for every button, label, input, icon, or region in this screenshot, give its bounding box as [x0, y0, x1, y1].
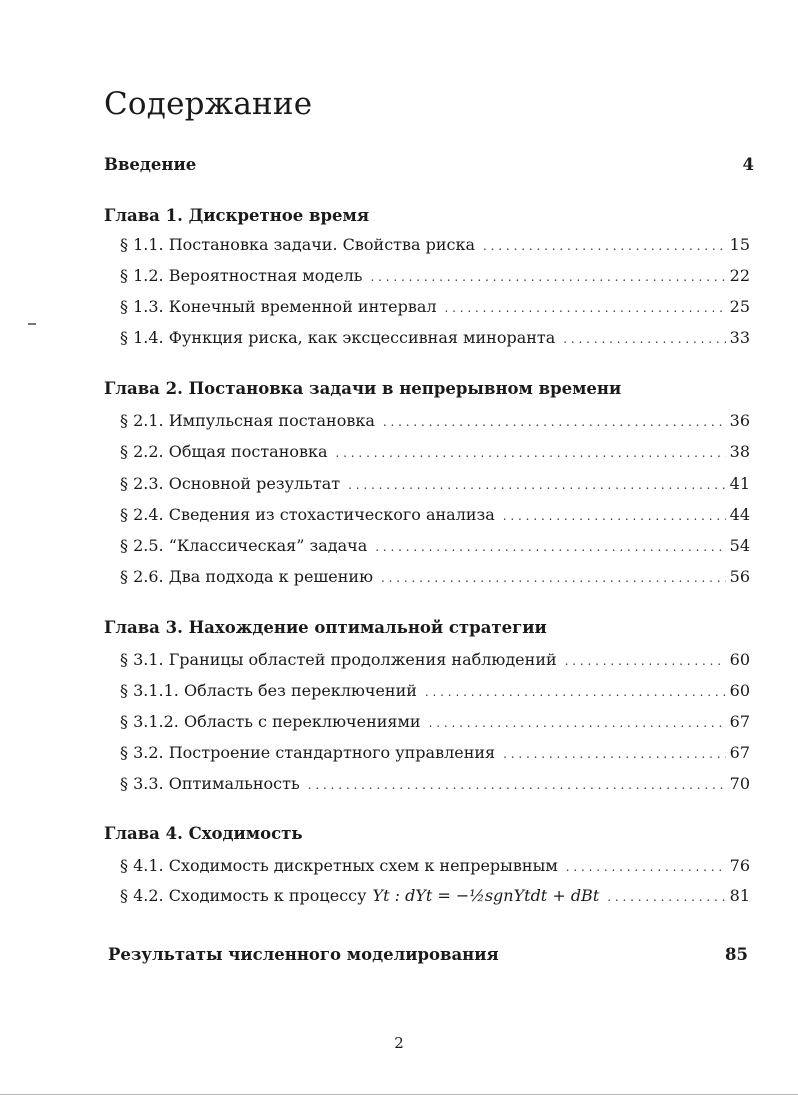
- toc-entry-label: § 3.1.1. Область без переключений: [120, 681, 417, 700]
- toc-entry-page: 67: [729, 712, 750, 731]
- toc-entry-4-1[interactable]: [120, 856, 750, 875]
- toc-chapter-title: Глава 4. Сходимость: [104, 824, 303, 843]
- toc-chapter-title: Глава 2. Постановка задачи в непрерывном времени: [104, 379, 622, 398]
- leader-dots: [336, 446, 726, 460]
- toc-entry-2-2[interactable]: [120, 442, 750, 461]
- toc-entry-page: 76: [729, 856, 750, 875]
- leader-dots: [371, 270, 726, 284]
- toc-entry-page: 4: [742, 155, 754, 174]
- toc-entry-1-3[interactable]: [120, 297, 750, 316]
- toc-entry-page: 33: [729, 328, 750, 347]
- toc-entry-page: 60: [729, 681, 750, 700]
- toc-entry-label: § 2.6. Два подхода к решению: [120, 567, 374, 586]
- toc-entry-label: § 3.2. Построение стандартного управления: [120, 743, 496, 762]
- toc-entry-2-6[interactable]: [120, 567, 750, 586]
- toc-entry-label: § 4.1. Сходимость дискретных схем к непрерывным: [120, 856, 558, 875]
- toc-entry-1-4[interactable]: [120, 328, 750, 347]
- toc-chapter-title: Глава 1. Дискретное время: [104, 206, 370, 225]
- leader-dots: [375, 540, 725, 554]
- toc-entry-formula: Yt : dYt = −½sgnYtdt + dBt: [372, 886, 600, 905]
- toc-entry-page: 85: [725, 945, 748, 964]
- toc-chapter-1-heading[interactable]: [104, 206, 754, 225]
- toc-entry-introduction[interactable]: [104, 155, 754, 174]
- toc-entry-results[interactable]: [108, 945, 748, 964]
- toc-entry-label: § 3.3. Оптимальность: [120, 774, 300, 793]
- toc-entry-page: 44: [729, 505, 750, 524]
- toc-entry-page: 38: [729, 442, 750, 461]
- toc-entry-2-1[interactable]: [120, 411, 750, 430]
- leader-dots: [381, 571, 726, 585]
- toc-entry-1-2[interactable]: [120, 266, 750, 285]
- leader-dots: [383, 415, 726, 429]
- page-number: 2: [394, 1034, 404, 1052]
- toc-chapter-title: Глава 3. Нахождение оптимальной стратегии: [104, 618, 547, 637]
- toc-chapter-4-heading[interactable]: [104, 824, 754, 843]
- leader-dots: [483, 239, 726, 253]
- toc-entry-3-1-1[interactable]: [120, 681, 750, 700]
- toc-entry-3-1[interactable]: [120, 650, 750, 669]
- toc-chapter-2-heading[interactable]: [104, 379, 754, 398]
- toc-entry-page: 15: [729, 235, 750, 254]
- leader-dots: [503, 747, 725, 761]
- toc-entry-label: § 1.3. Конечный временной интервал: [120, 297, 437, 316]
- toc-entry-page: 70: [729, 774, 750, 793]
- leader-dots: [308, 778, 726, 792]
- toc-entry-page: 81: [729, 886, 750, 905]
- toc-entry-label: Результаты численного моделирования: [108, 945, 499, 964]
- leader-dots: [565, 654, 726, 668]
- toc-entry-page: 67: [729, 743, 750, 762]
- toc-entry-label: § 2.3. Основной результат: [120, 474, 341, 493]
- toc-entry-4-2[interactable]: [120, 886, 750, 905]
- leader-dots: [348, 478, 726, 492]
- leader-dots: [425, 685, 726, 699]
- toc-entry-3-1-2[interactable]: [120, 712, 750, 731]
- toc-entry-label: § 3.1.2. Область с переключениями: [120, 712, 421, 731]
- toc-entry-2-4[interactable]: [120, 505, 750, 524]
- toc-entry-label: § 2.4. Сведения из стохастического анализа: [120, 505, 495, 524]
- toc-entry-page: 25: [729, 297, 750, 316]
- toc-entry-label: § 1.2. Вероятностная модель: [120, 266, 363, 285]
- toc-entry-label: § 2.5. “Классическая” задача: [120, 536, 368, 555]
- leader-dots: [563, 332, 725, 346]
- toc-entry-2-3[interactable]: [120, 474, 750, 493]
- toc-entry-label: Введение: [104, 155, 197, 174]
- toc-entry-page: 41: [729, 474, 750, 493]
- page-title: Содержание: [104, 86, 313, 122]
- toc-entry-page: 54: [729, 536, 750, 555]
- leader-dots: [445, 301, 726, 315]
- toc-entry-label: § 2.1. Импульсная постановка: [120, 411, 375, 430]
- toc-entry-3-2[interactable]: [120, 743, 750, 762]
- toc-entry-label: § 2.2. Общая постановка: [120, 442, 328, 461]
- toc-entry-label: § 1.1. Постановка задачи. Свойства риска: [120, 235, 476, 254]
- toc-entry-3-3[interactable]: [120, 774, 750, 793]
- toc-entry-1-1[interactable]: [120, 235, 750, 254]
- toc-entry-page: 22: [729, 266, 750, 285]
- toc-entry-page: 36: [729, 411, 750, 430]
- scan-mark: [28, 323, 36, 325]
- toc-entry-2-5[interactable]: [120, 536, 750, 555]
- toc-chapter-3-heading[interactable]: [104, 618, 754, 637]
- toc-entry-label: § 3.1. Границы областей продолжения наблюдений: [120, 650, 557, 669]
- toc-entry-label: § 4.2. Сходимость к процессу: [120, 886, 367, 905]
- leader-dots: [503, 509, 726, 523]
- toc-entry-page: 56: [729, 567, 750, 586]
- leader-dots: [607, 890, 725, 904]
- leader-dots: [429, 716, 726, 730]
- toc-entry-page: 60: [729, 650, 750, 669]
- toc-entry-label: § 1.4. Функция риска, как эксцессивная миноранта: [120, 328, 556, 347]
- scan-edge-line: [0, 1094, 798, 1095]
- leader-dots: [566, 860, 726, 874]
